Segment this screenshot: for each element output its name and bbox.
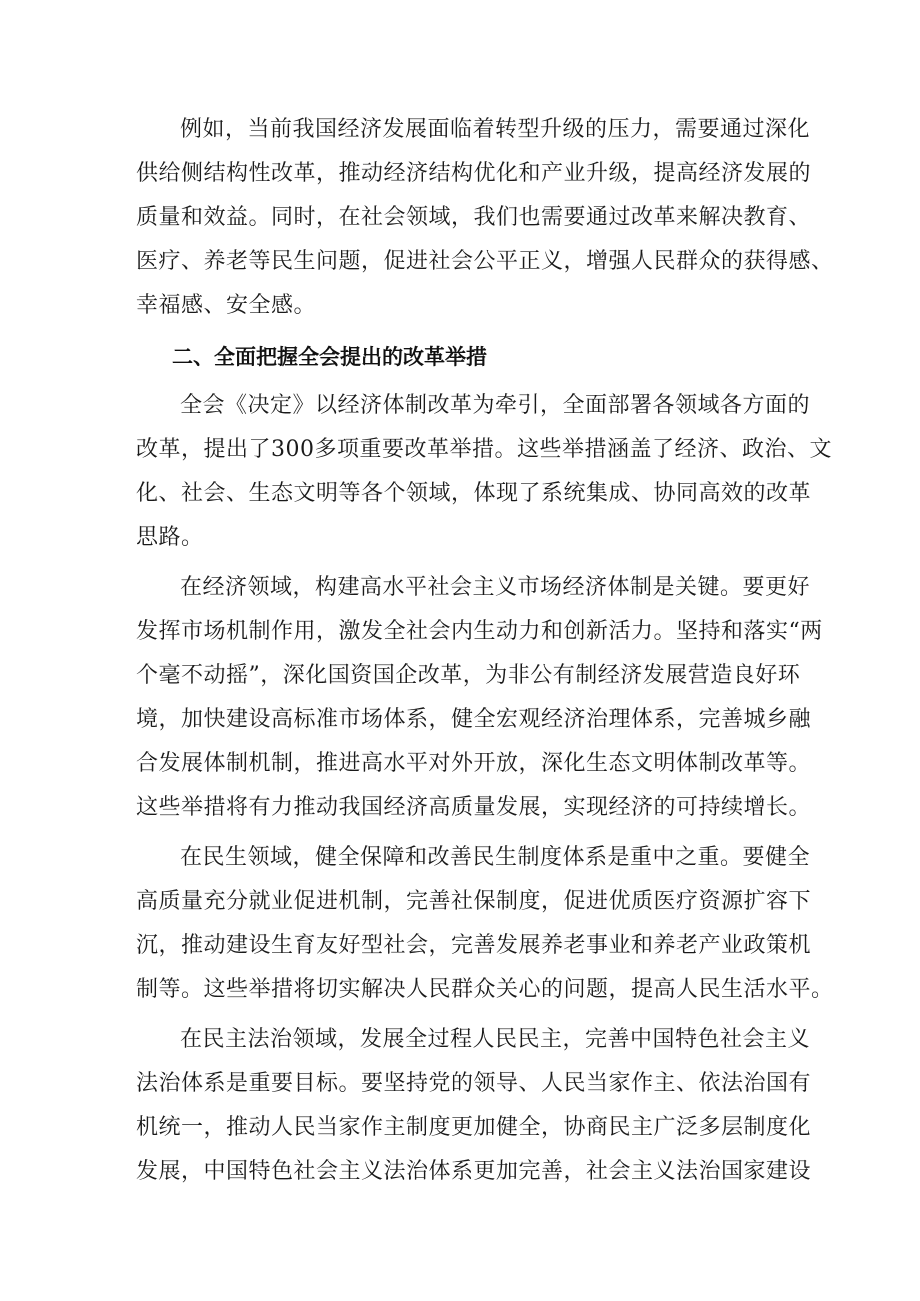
text-line: 改革，提出了300多项重要改革举措。这些举措涵盖了经济、政治、文 xyxy=(136,437,832,462)
text-line: 思路。 xyxy=(136,525,204,550)
paragraph-decision xyxy=(136,384,832,560)
section-heading: 二、全面把握全会提出的改革举措 xyxy=(172,345,487,369)
paragraph-economy xyxy=(136,566,823,830)
document-body xyxy=(136,108,834,1200)
text-line: 法治体系是重要目标。要坚持党的领导、人民当家作主、依法治国有 xyxy=(136,1071,812,1096)
text-line: 在民主法治领域，发展全过程人民民主，完善中国特色社会主义 xyxy=(180,1027,811,1052)
text-line: 医疗、养老等民生问题，促进社会公平正义，增强人民群众的获得感、 xyxy=(136,249,834,274)
text-line: 在民生领域，健全保障和改善民生制度体系是重中之重。要健全 xyxy=(180,845,811,870)
text-line: 这些举措将有力推动我国经济高质量发展，实现经济的可持续增长。 xyxy=(136,795,812,820)
paragraph-livelihood xyxy=(136,836,834,1012)
text-line: 沉，推动建设生育友好型社会，完善发展养老事业和养老产业政策机 xyxy=(136,933,812,958)
paragraph-example xyxy=(136,108,834,328)
text-line: 全会《决定》以经济体制改革为牵引，全面部署各领域各方面的 xyxy=(180,393,811,418)
text-line: 高质量充分就业促进机制，完善社保制度，促进优质医疗资源扩容下 xyxy=(136,889,812,914)
text-line: 机统一，推动人民当家作主制度更加健全，协商民主广泛多层制度化 xyxy=(136,1115,812,1140)
text-line: 境，加快建设高标准市场体系，健全宏观经济治理体系，完善城乡融 xyxy=(136,707,812,732)
text-line: 供给侧结构性改革，推动经济结构优化和产业升级，提高经济发展的 xyxy=(136,161,812,186)
text-line: 发展，中国特色社会主义法治体系更加完善，社会主义法治国家建设 xyxy=(136,1159,812,1184)
paragraph-rule-of-law xyxy=(136,1018,812,1194)
text-line: 发挥市场机制作用，激发全社会内生动力和创新活力。坚持和落实“两 xyxy=(136,619,823,644)
text-line: 制等。这些举措将切实解决人民群众关心的问题，提高人民生活水平。 xyxy=(136,977,834,1002)
text-line: 化、社会、生态文明等各个领域，体现了系统集成、协同高效的改革 xyxy=(136,481,812,506)
text-line: 例如，当前我国经济发展面临着转型升级的压力，需要通过深化 xyxy=(180,117,811,142)
text-line: 合发展体制机制，推进高水平对外开放，深化生态文明体制改革等。 xyxy=(136,751,812,776)
text-line: 个毫不动摇”，深化国资国企改革，为非公有制经济发展营造良好环 xyxy=(136,663,801,688)
text-line: 在经济领域，构建高水平社会主义市场经济体制是关键。要更好 xyxy=(180,575,811,600)
text-line: 幸福感、安全感。 xyxy=(136,293,317,318)
text-line: 质量和效益。同时，在社会领域，我们也需要通过改革来解决教育、 xyxy=(136,205,812,230)
